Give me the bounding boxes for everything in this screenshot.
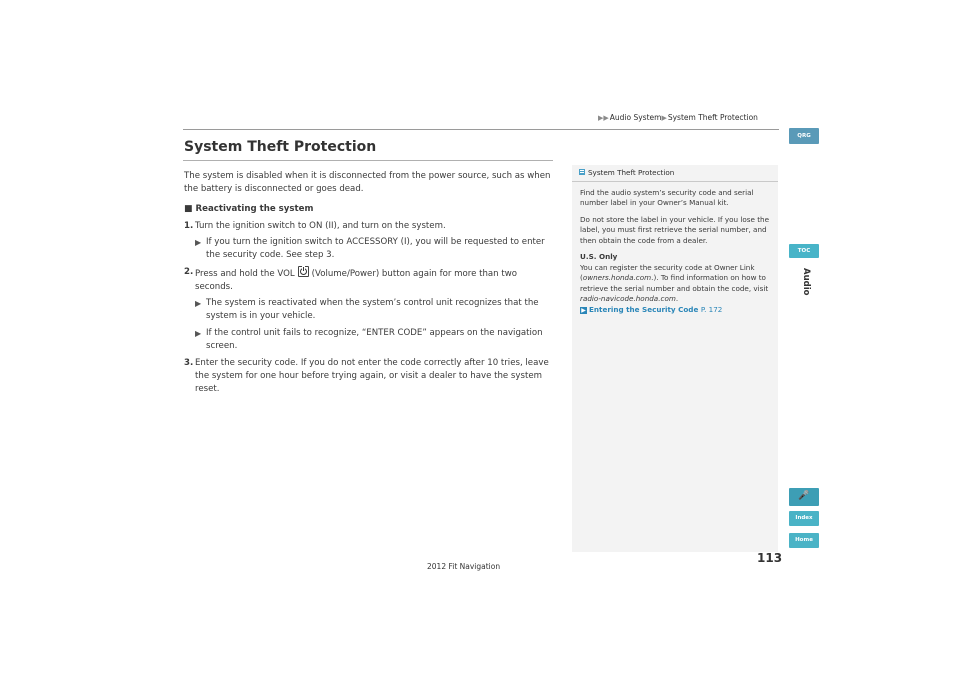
footer-title: 2012 Fit Navigation xyxy=(427,562,501,571)
qrg-tab[interactable]: QRG xyxy=(789,128,819,144)
intro-paragraph: The system is disabled when it is disconnected from the power source, such as when the battery is disconnected or goes dead. xyxy=(184,171,551,194)
page-number: 113 xyxy=(757,551,783,565)
owner-link[interactable]: owners.honda.com xyxy=(582,273,652,282)
home-tab[interactable]: Home xyxy=(789,533,819,548)
breadcrumb-item[interactable]: System Theft Protection xyxy=(667,113,758,122)
substep-text: If the control unit fails to recognize, “ENTER CODE” appears on the navigation screen. xyxy=(206,328,543,351)
note-icon xyxy=(579,169,585,175)
step-2 xyxy=(184,266,554,353)
substep-text: If you turn the ignition switch to ACCESSORY (I), you will be requested to enter the security code. See step 3. xyxy=(206,237,545,260)
power-icon xyxy=(298,266,309,277)
step-number: 2. xyxy=(184,267,194,277)
subheading xyxy=(184,203,554,216)
reference-page: P. 172 xyxy=(700,304,723,314)
step-number: 3. xyxy=(184,358,194,368)
breadcrumb-arrow-icon: ▶▶ xyxy=(598,114,609,122)
voice-command-tab[interactable] xyxy=(789,488,819,506)
step-3 xyxy=(184,357,554,396)
step-text: (Volume/Power) button again for more than two seconds. xyxy=(195,269,518,292)
sidebar-heading-text: System Theft Protection xyxy=(588,168,675,177)
step-number: 1. xyxy=(184,221,194,231)
voice-icon: 🎤 xyxy=(798,491,810,501)
arrow-icon: ▶ xyxy=(195,299,202,308)
toc-tab[interactable]: TOC xyxy=(789,244,819,258)
breadcrumb xyxy=(598,113,782,122)
step-text: Press and hold the VOL xyxy=(195,269,295,279)
page-title: System Theft Protection xyxy=(184,139,377,155)
arrow-icon: ▶ xyxy=(195,329,202,338)
sidebar-text: You can register the security code at Owner Link ( xyxy=(580,262,755,282)
navicode-link[interactable]: radio-navicode.honda.com xyxy=(580,294,676,303)
step-substep xyxy=(195,236,554,262)
index-tab[interactable]: Index xyxy=(789,511,819,526)
sidebar-text: . xyxy=(675,294,679,303)
subheading-text: Reactivating the system xyxy=(195,204,314,214)
substep-text: The system is reactivated when the system’s control unit recognizes that the system is in your vehicle. xyxy=(206,298,539,321)
sidebar-text: .). To find information on how to retrieve the serial number and obtain the code, visit xyxy=(580,273,769,293)
breadcrumb-arrow-icon: ▶ xyxy=(661,114,667,122)
sidebar-body xyxy=(572,182,778,316)
step-text: Enter the security code. If you do not enter the code correctly after 10 tries, leave the system for one hour before trying again, or visit a dealer to have the system reset. xyxy=(195,358,549,394)
cross-reference-link[interactable] xyxy=(580,305,722,314)
header-divider xyxy=(183,129,779,130)
reference-text: Entering the Security Code xyxy=(589,304,699,314)
square-bullet-icon: ■ xyxy=(184,204,193,214)
us-only-label: U.S. Only xyxy=(580,252,618,261)
main-content xyxy=(184,170,554,400)
arrow-icon: ▶ xyxy=(195,238,202,247)
section-label: Audio xyxy=(801,268,811,296)
step-substep xyxy=(195,297,554,323)
title-divider xyxy=(183,160,553,161)
step-1 xyxy=(184,220,554,262)
step-text: Turn the ignition switch to ON (II), and turn on the system. xyxy=(195,221,446,231)
breadcrumb-item[interactable]: Audio System xyxy=(609,113,662,122)
step-substep xyxy=(195,327,554,353)
link-arrow-icon: ▶ xyxy=(581,306,586,314)
sidebar-heading xyxy=(572,165,778,182)
sidebar-paragraph xyxy=(580,263,772,316)
notes-sidebar xyxy=(572,165,778,552)
sidebar-paragraph: Find the audio system’s security code and serial number label in your Owner’s Manual kit. xyxy=(580,187,754,207)
sidebar-paragraph: Do not store the label in your vehicle. If you lose the label, you must first retrieve the serial number, and then obtain the code from a dealer. xyxy=(580,214,770,245)
